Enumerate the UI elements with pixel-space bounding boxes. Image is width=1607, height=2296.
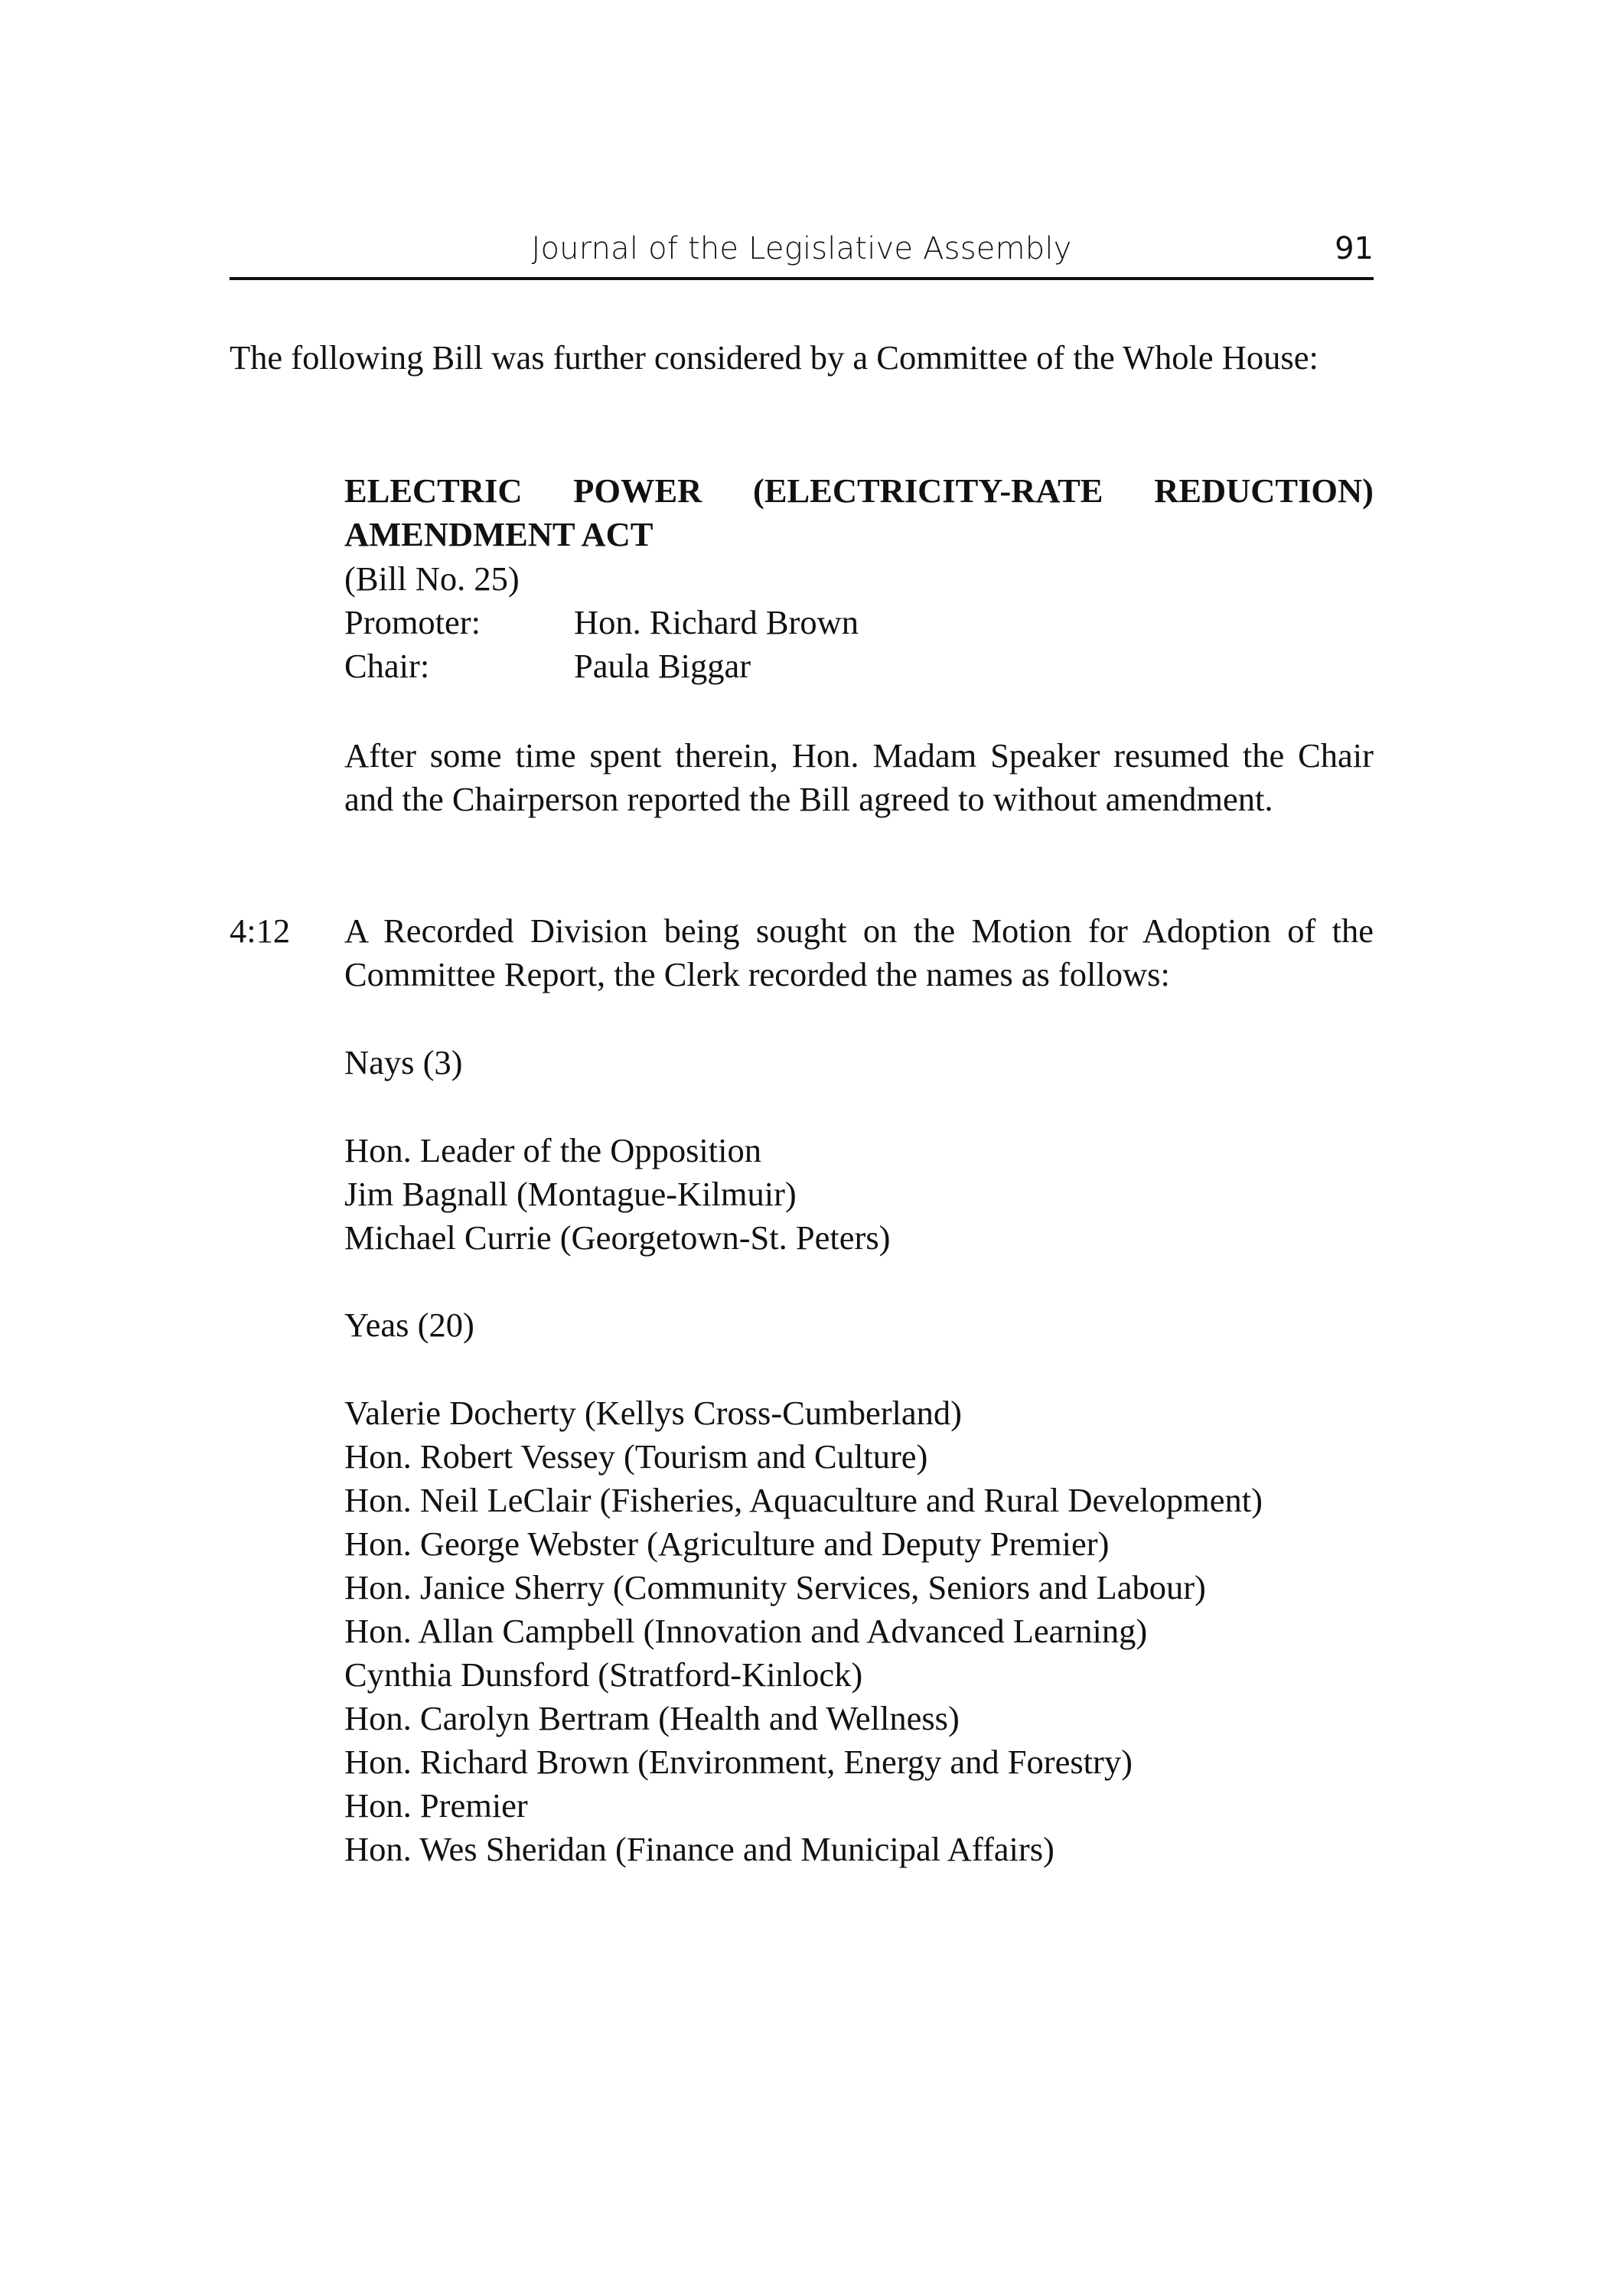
promoter-label: Promoter: (344, 603, 481, 641)
chair-label: Chair: (344, 647, 430, 685)
yeas-member: Hon. Neil LeClair (Fisheries, Aquaculture and Rural Development) (344, 1481, 1263, 1519)
yeas-member: Valerie Docherty (Kellys Cross-Cumberland) (344, 1394, 962, 1432)
nays-member: Hon. Leader of the Opposition (344, 1131, 761, 1169)
yeas-member: Hon. Janice Sherry (Community Services, Seniors and Labour) (344, 1568, 1206, 1606)
page-number: 91 (1335, 231, 1374, 266)
bill-title: ELECTRIC POWER (ELECTRICITY-RATE REDUCTION) AMENDMENT ACT (344, 471, 1374, 553)
yeas-member: Cynthia Dunsford (Stratford-Kinlock) (344, 1655, 863, 1694)
nays-heading: Nays (3) (344, 1043, 463, 1081)
nays-member: Michael Currie (Georgetown-St. Peters) (344, 1218, 891, 1257)
committee-result-paragraph: After some time spent therein, Hon. Madam Speaker resumed the Chair and the Chairperson reported the Bill agreed to without amendment. (344, 736, 1374, 818)
yeas-member: Hon. Robert Vessey (Tourism and Culture) (344, 1437, 928, 1476)
running-header (230, 230, 1374, 280)
yeas-heading: Yeas (20) (344, 1306, 474, 1344)
chair-name: Paula Biggar (574, 647, 751, 685)
running-title: Journal of the Legislative Assembly (531, 231, 1072, 266)
yeas-member: Hon. Wes Sheridan (Finance and Municipal Affairs) (344, 1830, 1054, 1868)
yeas-list (344, 1391, 1416, 1871)
yeas-member: Hon. George Webster (Agriculture and Deputy Premier) (344, 1525, 1110, 1563)
promoter-name: Hon. Richard Brown (574, 603, 859, 641)
intro-paragraph: The following Bill was further considered by a Committee of the Whole House: (230, 338, 1319, 377)
yeas-member: Hon. Allan Campbell (Innovation and Advanced Learning) (344, 1612, 1148, 1650)
division-time: 4:12 (230, 912, 291, 950)
yeas-member: Hon. Premier (344, 1786, 528, 1825)
yeas-member: Hon. Richard Brown (Environment, Energy and Forestry) (344, 1743, 1133, 1781)
yeas-member: Hon. Carolyn Bertram (Health and Wellness) (344, 1699, 960, 1737)
nays-member: Jim Bagnall (Montague-Kilmuir) (344, 1175, 797, 1213)
bill-number: (Bill No. 25) (344, 559, 520, 598)
nays-list (344, 1129, 1416, 1260)
division-paragraph: A Recorded Division being sought on the Motion for Adoption of the Committee Report, the Clerk recorded the names as follows: (344, 912, 1374, 993)
